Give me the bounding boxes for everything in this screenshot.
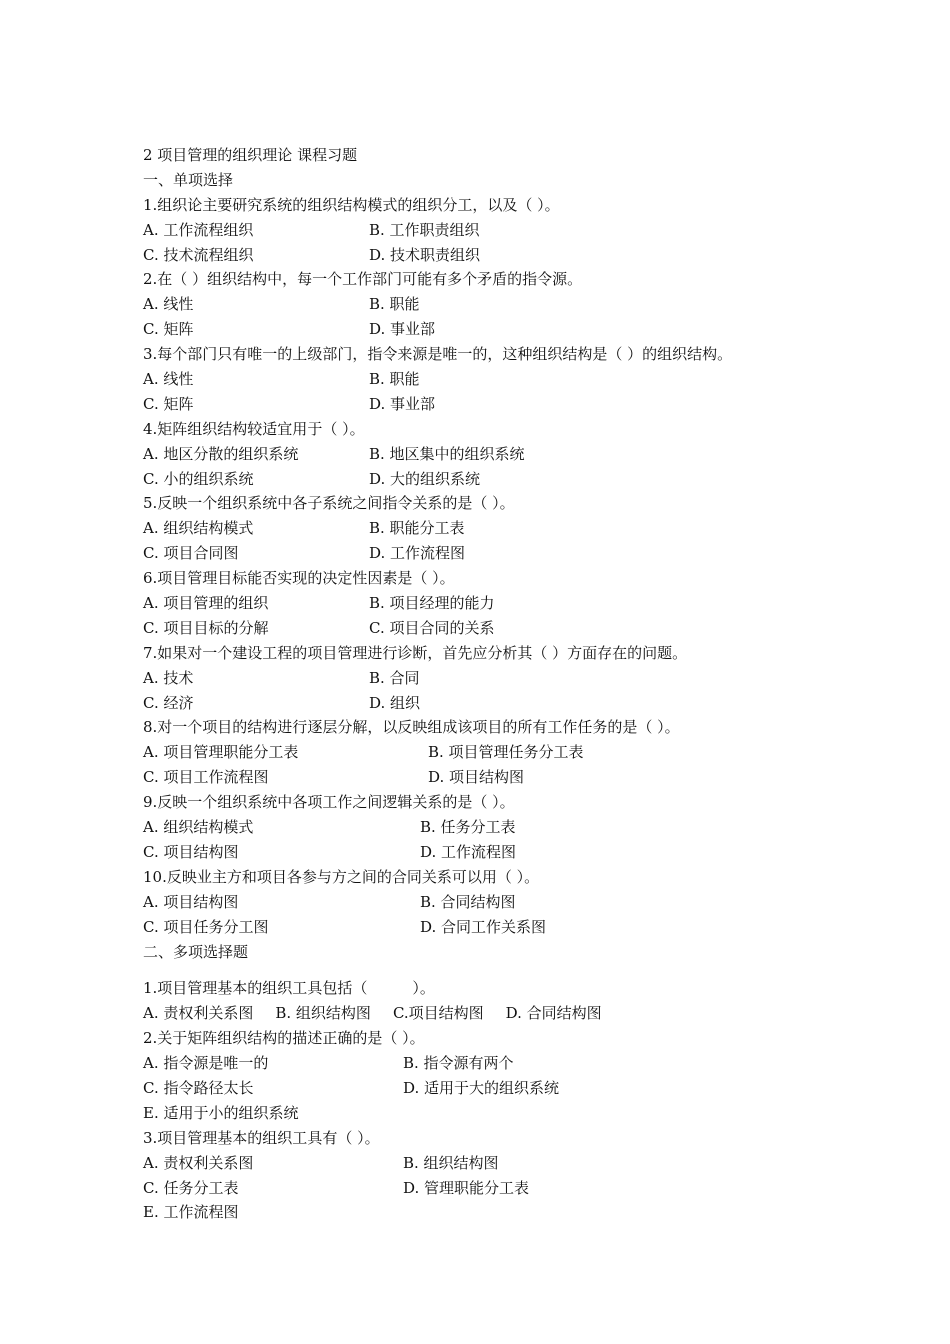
option-c: C. 经济 — [143, 693, 194, 712]
option-a: A. 项目管理的组织 — [143, 594, 269, 613]
options-row — [143, 815, 843, 840]
option-c: C. 指令路径太长 — [143, 1078, 254, 1097]
multi-question-1: 1.项目管理基本的组织工具包括（ ）。 — [143, 979, 435, 998]
option-d: D. 工作流程图 — [420, 842, 517, 861]
multi-question-3: 3.项目管理基本的组织工具有（ ）。 — [143, 1128, 380, 1147]
question-6: 6.项目管理目标能否实现的决定性因素是（ ）。 — [143, 569, 455, 588]
option-b: B. 职能 — [369, 295, 420, 314]
options-row — [143, 467, 843, 492]
question-7: 7.如果对一个建设工程的项目管理进行诊断，首先应分析其（ ）方面存在的问题。 — [143, 643, 688, 662]
option-b: B. 职能分工表 — [369, 519, 465, 538]
option-d: D. 工作流程图 — [369, 544, 466, 563]
question-4: 4.矩阵组织结构较适宜用于（ ）。 — [143, 419, 365, 438]
option-c: C. 任务分工表 — [143, 1178, 239, 1197]
options-row — [143, 218, 843, 243]
option-a: A. 项目结构图 — [143, 892, 239, 911]
option-a: A. 责权利关系图 — [143, 1153, 254, 1172]
option-a: A. 指令源是唯一的 — [143, 1054, 269, 1073]
option-c: C. 项目结构图 — [143, 842, 239, 861]
options-row — [143, 915, 843, 940]
document-page — [143, 143, 843, 1225]
option-d: D. 大的组织系统 — [369, 469, 481, 488]
options-row — [143, 516, 843, 541]
options-row — [143, 740, 843, 765]
option-b: B. 任务分工表 — [420, 818, 516, 837]
options-row — [143, 591, 843, 616]
option-c: C.项目结构图 — [392, 1004, 484, 1023]
options-row — [143, 392, 843, 417]
option-d: D. 合同工作关系图 — [420, 917, 547, 936]
options-row — [143, 243, 843, 268]
option-b: B. 指令源有两个 — [403, 1054, 514, 1073]
options-row — [143, 367, 843, 392]
options-row — [143, 1051, 843, 1076]
option-b: B. 工作职责组织 — [369, 220, 480, 239]
option-a: A. 项目管理职能分工表 — [143, 743, 299, 762]
document-title: 2 项目管理的组织理论 课程习题 — [143, 146, 358, 164]
option-b: B. 项目管理任务分工表 — [428, 743, 584, 762]
multi-question-2: 2.关于矩阵组织结构的描述正确的是（ ）。 — [143, 1029, 425, 1048]
option-d: D. 事业部 — [369, 394, 436, 413]
options-row — [143, 840, 843, 865]
option-d: D. 适用于大的组织系统 — [403, 1078, 560, 1097]
option-d: D. 合同结构图 — [505, 1004, 602, 1023]
option-c: C. 矩阵 — [143, 320, 194, 339]
option-b: B. 组织结构图 — [275, 1004, 371, 1023]
option-c: C. 项目任务分工图 — [143, 917, 269, 936]
question-2: 2.在（ ）组织结构中，每一个工作部门可能有多个矛盾的指令源。 — [143, 270, 583, 289]
option-b: B. 职能 — [369, 370, 420, 389]
options-row — [143, 666, 843, 691]
options-row — [143, 442, 843, 467]
question-10: 10.反映业主方和项目各参与方之间的合同关系可以用（ ）。 — [143, 867, 540, 886]
option-a: A. 线性 — [143, 370, 194, 389]
option-d: D. 管理职能分工表 — [403, 1178, 530, 1197]
option-a: A. 地区分散的组织系统 — [143, 444, 299, 463]
option-a: A. 线性 — [143, 295, 194, 314]
option-a: A. 技术 — [143, 668, 194, 687]
option-a: A. 组织结构模式 — [143, 818, 254, 837]
options-row — [143, 1001, 843, 1026]
option-b: B. 合同 — [369, 668, 420, 687]
question-3: 3.每个部门只有唯一的上级部门，指令来源是唯一的，这种组织结构是（ ）的组织结构。 — [143, 345, 733, 364]
option-c: C. 项目合同图 — [143, 544, 239, 563]
options-row — [143, 317, 843, 342]
option-b: B. 组织结构图 — [403, 1153, 499, 1172]
options-row — [143, 1151, 843, 1176]
options-row — [143, 890, 843, 915]
options-row — [143, 616, 843, 641]
question-9: 9.反映一个组织系统中各项工作之间逻辑关系的是（ ）。 — [143, 793, 515, 812]
section-multiple-choice: 二、多项选择题 — [143, 942, 249, 961]
option-d: D. 项目结构图 — [428, 768, 525, 787]
options-row — [143, 691, 843, 716]
option-c: C. 技术流程组织 — [143, 245, 254, 264]
spacer — [143, 964, 843, 976]
option-d: D. 技术职责组织 — [369, 245, 481, 264]
option-c: C. 小的组织系统 — [143, 469, 254, 488]
options-row — [143, 1176, 843, 1201]
options-row — [143, 541, 843, 566]
option-a: A. 工作流程组织 — [143, 220, 254, 239]
option-e: E. 适用于小的组织系统 — [143, 1103, 299, 1122]
option-b: B. 地区集中的组织系统 — [369, 444, 525, 463]
option-d: D. 组织 — [369, 693, 421, 712]
question-8: 8.对一个项目的结构进行逐层分解，以反映组成该项目的所有工作任务的是（ ）。 — [143, 718, 680, 737]
option-b: B. 项目经理的能力 — [369, 594, 495, 613]
option-c: C. 矩阵 — [143, 394, 194, 413]
option-d: D. 事业部 — [369, 320, 436, 339]
options-row — [143, 292, 843, 317]
question-5: 5.反映一个组织系统中各子系统之间指令关系的是（ ）。 — [143, 494, 515, 513]
option-e: E. 工作流程图 — [143, 1203, 239, 1222]
option-c: C. 项目目标的分解 — [143, 618, 269, 637]
section-single-choice: 一、单项选择 — [143, 170, 234, 189]
question-1: 1.组织论主要研究系统的组织结构模式的组织分工，以及（ ）。 — [143, 195, 560, 214]
option-b: B. 合同结构图 — [420, 892, 516, 911]
options-row — [143, 765, 843, 790]
option-c: C. 项目工作流程图 — [143, 768, 269, 787]
option-d: C. 项目合同的关系 — [369, 618, 495, 637]
option-a: A. 组织结构模式 — [143, 519, 254, 538]
option-a: A. 责权利关系图 — [143, 1004, 254, 1023]
options-row — [143, 1076, 843, 1101]
